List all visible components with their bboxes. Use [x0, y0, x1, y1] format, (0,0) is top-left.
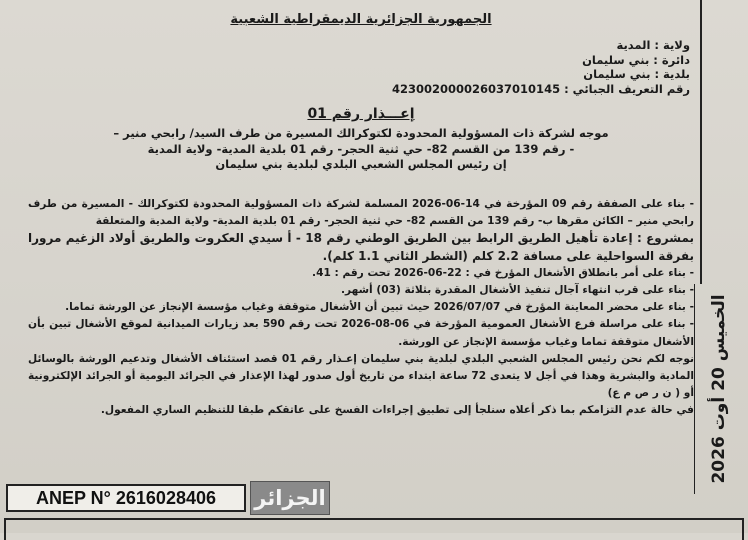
legal-notice — [28, 8, 694, 483]
top-border-line — [700, 0, 702, 284]
tax-id-line: رقم التعريف الجبائي : 423002000026037010145 — [392, 81, 690, 96]
commune-line: بلدية : بني سليمان — [583, 67, 690, 81]
newspaper-logo — [250, 481, 330, 515]
addressee-line-1: موجه لشركة ذات المسؤولية المحدودة لكتوكرالك المسيرة من طرف السيد/ رابحي منير – — [113, 126, 609, 140]
wilaya-line: ولاية : المدية — [616, 38, 690, 52]
daira-line: دائرة : بني سليمان — [582, 52, 690, 67]
paragraph-consequence: في حالة عدم التزامكم بما ذكر أعلاه سنلجأ إلى تطبيق إجراءات الفسخ على عاتقكم طبقا للتنظيم الساري المفعول. — [100, 404, 694, 417]
publication-date-column — [694, 284, 743, 494]
notice-title: إعـــذار رقم 01 — [307, 106, 415, 122]
paragraph-formal-notice: نوجه لكم نحن رئيس المجلس الشعبي البلدي لبلدية بني سليمان إعـذار رقم 01 قصد استئناف الأشغال وتدعيم الورشة بالوسائل المادية والبشرية وهذا في أجل لا يتعدى 72 ساعة ابتداء من تاريخ أول صدور لهذا الإعذار في الجرائد اليومية أو الجرائد الإلكترونية أو ( ن ر ص م ع) — [28, 352, 694, 400]
publication-date: الخميس 20 أوت 2026 — [709, 294, 729, 484]
paragraph-correspondence: - بناء على مراسلة فرع الأشغال العمومية المؤرخة في 06-08-2026 تحت رقم 590 بعد زيارات الميدانية لموقع الأشغال تبين بأن الأشغال متوقفة تماما وغياب مؤسسة الإنجاز عن الورشة. — [28, 318, 694, 348]
newspaper-logo-text: الجزائر — [254, 486, 326, 510]
paragraph-inspection: - بناء على محضر المعاينة المؤرخ في 2026/07/07 حيث تبين أن الأشغال متوقفة وغياب مؤسسة الإنجاز عن الورشة تماما. — [65, 301, 694, 314]
paragraph-project: بمشروع : إعادة تأهيل الطريق الرابط بين الطريق الوطني رقم 18 - أ سيدي العكروت والطريق أولاد الزغيم مرورا بفرقة السواحلية على مسافة 2.2 كلم (الشطر الثاني 1.1 كلم). — [28, 231, 694, 263]
paragraph-deadline: - بناء على قرب انتهاء آجال تنفيذ الأشغال المقدرة بثلاثة (03) أشهر. — [341, 284, 694, 297]
paragraph-contract: - بناء على الصفقة رقم 09 المؤرخة في 14-06-2026 المسلمة لشركة ذات المسؤولية المحدودة لكتوكرالك - المسيرة من طرف رابحي منير – الكائن مقرها ب- رقم 139 من القسم 82- حي ثنية الحجر- رقم 01 بلدية المدية- ولاية المدية والمتعلقة — [28, 198, 694, 228]
next-ad-border — [4, 518, 744, 540]
anep-reference: ANEP N° 2616028406 — [6, 484, 246, 512]
notice-body — [28, 196, 694, 420]
addressee-line-3: إن رئيس المجلس الشعبي البلدي لبلدية بني سليمان — [215, 157, 507, 171]
administrative-info — [392, 38, 690, 96]
addressee-line-2: - رقم 139 من القسم 82- حي ثنية الحجر- رقم 01 بلدية المدية- ولاية المدية — [147, 141, 575, 156]
paragraph-start-order: - بناء على أمر بانطلاق الأشغال المؤرخ في : 22-06-2026 تحت رقم : 41. — [312, 266, 694, 279]
addressee-block — [28, 126, 694, 173]
republic-header: الجمهورية الجزائرية الديمقراطية الشعبية — [230, 12, 492, 27]
